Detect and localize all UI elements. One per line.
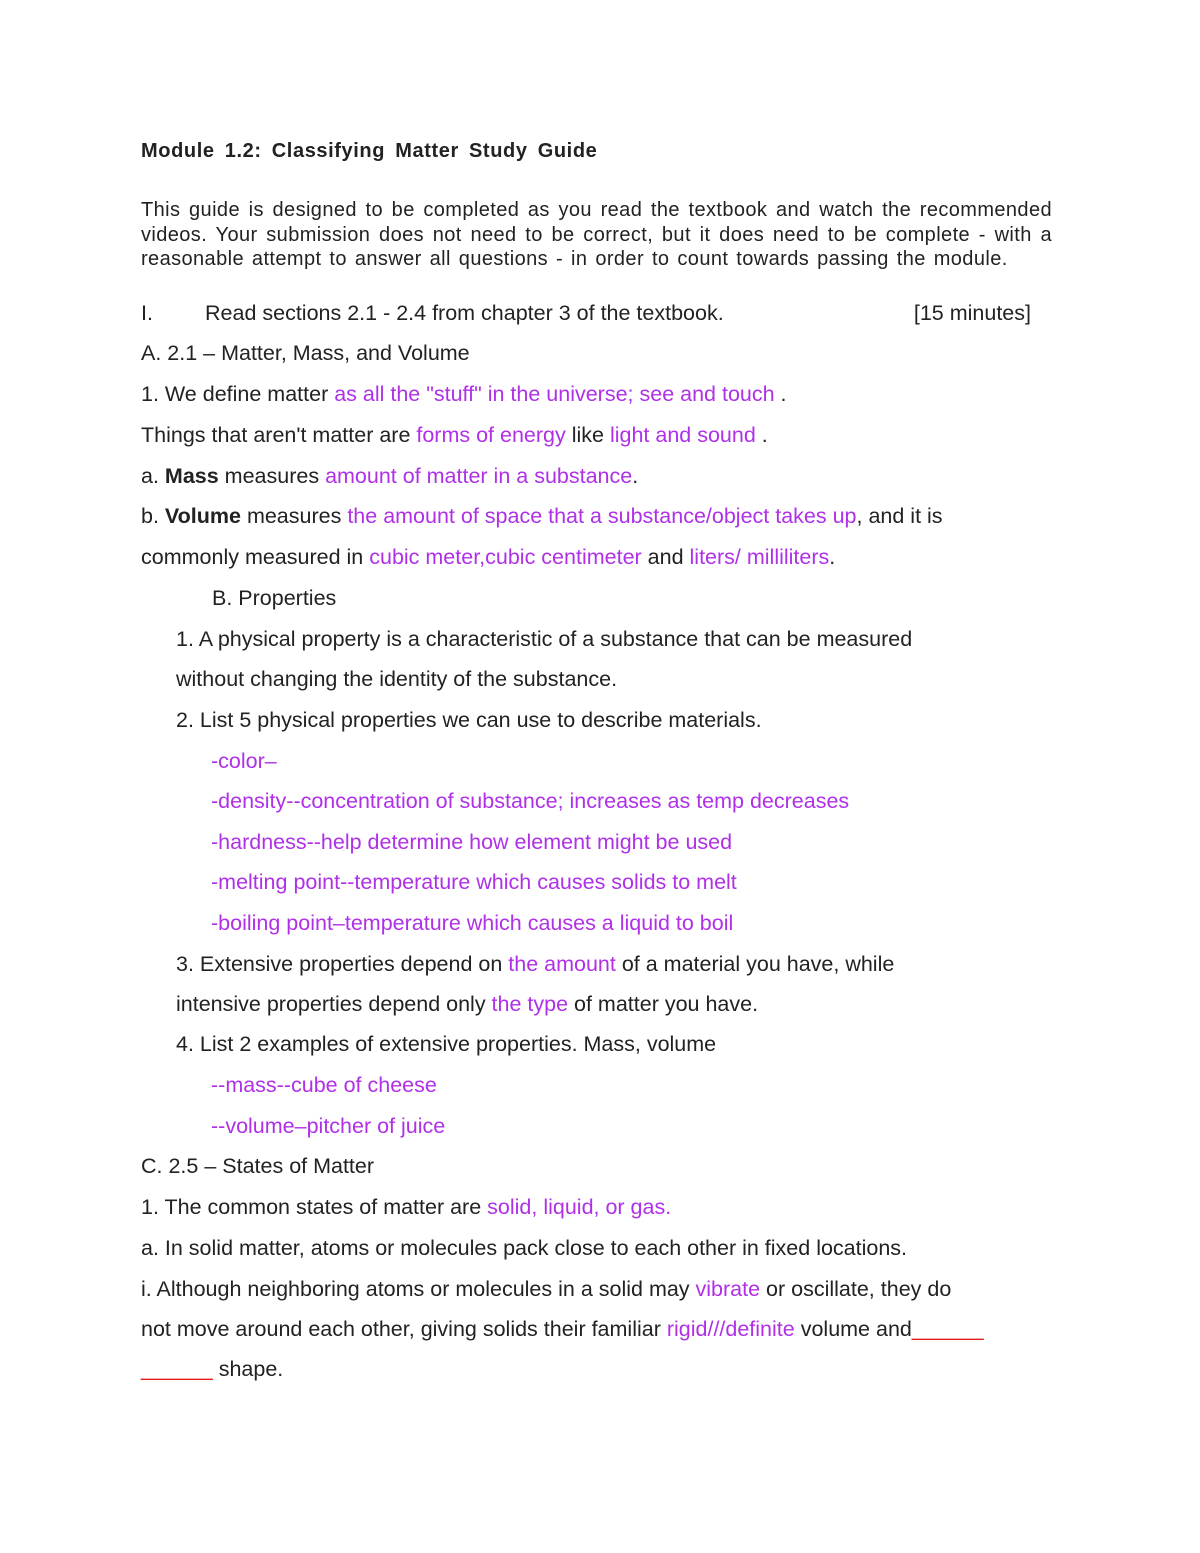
question-text: b. — [141, 504, 165, 528]
B-question-3-continued — [176, 991, 758, 1017]
question-text: of matter you have. — [568, 992, 759, 1016]
fill-in-blank: ______ — [141, 1357, 213, 1381]
property-item: -density--concentration of substance; increases as temp decreases — [211, 789, 850, 813]
C-question-a: a. In solid matter, atoms or molecules pack close to each other in fixed locations. — [141, 1236, 908, 1260]
question-text: shape. — [212, 1357, 284, 1381]
answer-text: rigid///definite — [666, 1317, 795, 1341]
answer-text: vibrate — [695, 1277, 767, 1301]
answer-text: forms of energy — [416, 423, 566, 447]
answer-text: liters/ milliliters — [689, 545, 830, 569]
question-text: . — [761, 423, 768, 447]
bold-term: Mass — [164, 464, 219, 488]
C-question-1 — [141, 1194, 671, 1220]
C-question-i — [141, 1276, 951, 1302]
question-text: . — [829, 545, 836, 569]
question-text: , and it is — [856, 504, 943, 528]
B-question-3 — [176, 951, 894, 977]
B-question-1-line-1: 1. A physical property is a characteristic of a substance that can be measured — [176, 627, 913, 651]
section-C-heading: C. 2.5 – States of Matter — [141, 1154, 375, 1178]
question-text: and — [641, 545, 690, 569]
fill-in-blank: ______ — [911, 1317, 984, 1341]
answer-text: light and sound — [609, 423, 762, 447]
C-question-i-continued — [141, 1316, 984, 1342]
B-question-2: 2. List 5 physical properties we can use to describe materials. — [176, 708, 762, 732]
question-text: i. Although neighboring atoms or molecules in a solid may — [141, 1277, 696, 1301]
question-text: not move around each other, giving solids their familiar — [141, 1317, 667, 1341]
question-text: measures — [240, 504, 348, 528]
property-item: -melting point--temperature which causes solids to melt — [211, 870, 737, 894]
A-question-b — [141, 503, 943, 529]
question-text: 1. The common states of matter are — [141, 1195, 488, 1219]
question-text: Things that aren't matter are — [141, 423, 417, 447]
A-question-b-continued — [141, 544, 835, 570]
B-question-4: 4. List 2 examples of extensive properties. Mass, volume — [176, 1032, 717, 1056]
answer-text: the amount — [508, 952, 616, 976]
property-item: -hardness--help determine how element might be used — [211, 830, 733, 854]
question-text: commonly measured in — [141, 545, 370, 569]
section-B-heading: B. Properties — [212, 586, 337, 610]
property-item: -boiling point–temperature which causes a liquid to boil — [211, 911, 734, 935]
question-text: of a material you have, while — [615, 952, 895, 976]
answer-text: the amount of space that a substance/object takes up — [347, 504, 857, 528]
answer-text: cubic meter,cubic centimeter — [369, 545, 642, 569]
question-text: or oscillate, they do — [766, 1277, 952, 1301]
answer-text: the type — [491, 992, 569, 1016]
answer-text: as all the "stuff" in the universe; see and touch — [334, 382, 781, 406]
section-I-numeral: I. — [141, 301, 153, 325]
section-A-heading: A. 2.1 – Matter, Mass, and Volume — [141, 341, 470, 365]
question-text: like — [565, 423, 610, 447]
question-text: 3. Extensive properties depend on — [176, 952, 509, 976]
question-text: intensive properties depend only — [176, 992, 492, 1016]
B-question-1-line-2: without changing the identity of the substance. — [176, 667, 618, 691]
question-text: . — [780, 382, 787, 406]
A-question-2 — [141, 422, 768, 448]
question-text: . — [632, 464, 639, 488]
bold-term: Volume — [164, 504, 241, 528]
question-text: measures — [218, 464, 326, 488]
example-item: --mass--cube of cheese — [211, 1073, 437, 1097]
question-text: volume and — [794, 1317, 912, 1341]
intro-paragraph: This guide is designed to be completed as you read the textbook and watch the recommended videos. Your submission does not need to be correct, but it does need to be complete - with a reasonable attempt to answer all questions - in order to count towards passing the module. — [141, 199, 1052, 270]
A-question-1 — [141, 381, 787, 407]
example-item: --volume–pitcher of juice — [211, 1114, 446, 1138]
C-question-i-end — [141, 1356, 283, 1382]
property-item: -color– — [211, 749, 277, 773]
answer-text: solid, liquid, or gas. — [487, 1195, 672, 1219]
question-text: a. — [141, 464, 165, 488]
page-title: Module 1.2: Classifying Matter Study Guide — [141, 140, 598, 162]
answer-text: amount of matter in a substance — [325, 464, 633, 488]
section-I-line — [141, 300, 1031, 326]
section-I-time: [15 minutes] — [913, 301, 1031, 325]
A-question-a — [141, 463, 638, 489]
question-text: 1. We define matter — [141, 382, 335, 406]
section-I-text: Read sections 2.1 - 2.4 from chapter 3 of the textbook. — [205, 301, 724, 325]
